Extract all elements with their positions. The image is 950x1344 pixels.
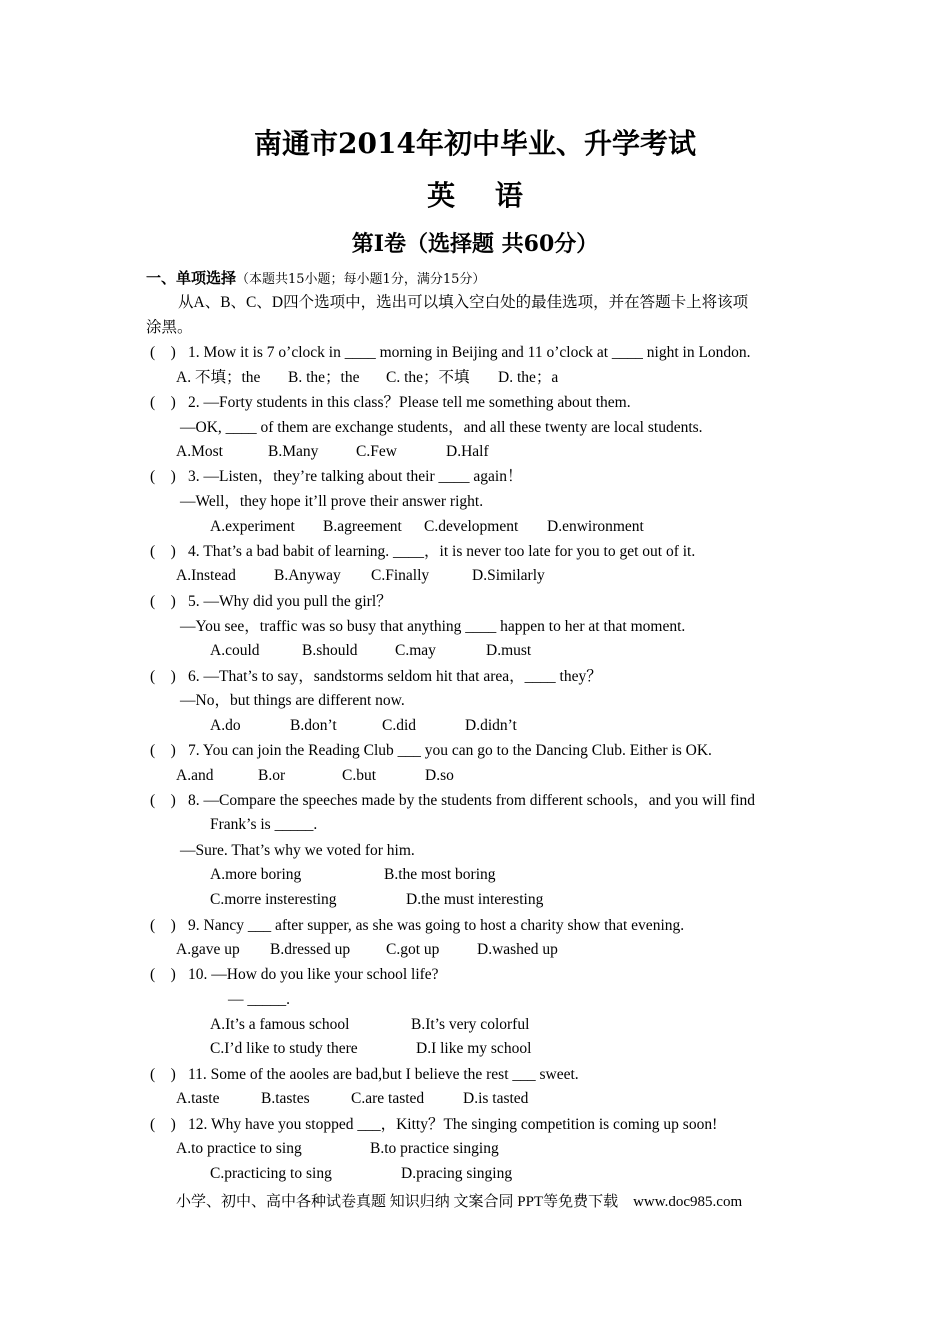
option-b: B.agreement (323, 518, 402, 535)
option-b: B.or (258, 767, 286, 784)
option-d: D.must (486, 642, 532, 659)
options-9 (176, 940, 558, 960)
question-4 (150, 542, 695, 562)
option-a: A.Most (176, 443, 223, 460)
question-12 (150, 1115, 717, 1135)
question-1 (150, 343, 751, 363)
answer-blank: ( ) (150, 1066, 176, 1083)
question-3 (150, 467, 522, 487)
question-text: 2. —Forty students in this class？Please tell me something about them. (188, 394, 631, 411)
question-text: 5. —Why did you pull the girl？ (188, 593, 392, 610)
question-8-cont: Frank’s is _____. (210, 816, 318, 833)
question-5 (150, 592, 392, 612)
answer-blank: ( ) (150, 394, 176, 411)
answer-blank: ( ) (150, 917, 176, 934)
option-c: C.development (424, 518, 519, 535)
section-note: （本题共15小题；每小题1分，满分15分） (236, 272, 486, 287)
option-a: A.and (176, 767, 214, 784)
option-c: C.I’d like to study there (210, 1040, 358, 1057)
option-c: C. the；不填 (386, 369, 470, 386)
option-b: B.tastes (261, 1090, 310, 1107)
question-7 (150, 741, 712, 761)
question-9 (150, 916, 684, 936)
option-a: A.more boring (210, 866, 302, 883)
options-6 (210, 716, 517, 736)
option-b: B.the most boring (384, 866, 496, 883)
answer-blank: ( ) (150, 966, 176, 983)
question-3-reply: —Well，they hope it’ll prove their answer right. (180, 493, 484, 510)
question-6 (150, 667, 602, 687)
question-2-reply: —OK, ____ of them are exchange students，and all these twenty are local students. (180, 419, 703, 436)
question-text: 8. —Compare the speeches made by the students from different schools，and you will find (188, 792, 756, 809)
option-d: D. the；a (498, 369, 559, 386)
question-text: 11. Some of the aooles are bad,but I believe the rest ___ sweet. (188, 1066, 579, 1083)
options-11 (176, 1089, 528, 1109)
question-text: 3. —Listen，they’re talking about their ____ again！ (188, 468, 523, 485)
question-5-reply: —You see，traffic was so busy that anything ____ happen to her at that moment. (180, 618, 686, 635)
option-a: A.experiment (210, 518, 295, 535)
options-8-row1 (210, 865, 496, 885)
question-text: 1. Mow it is 7 o’clock in ____ morning in Beijing and 11 o’clock at ____ night in London. (188, 344, 751, 361)
question-2 (150, 393, 631, 413)
exam-title: 南通市2014年初中毕业、升学考试 (254, 127, 696, 160)
options-12-row1 (176, 1139, 499, 1159)
answer-blank: ( ) (150, 593, 176, 610)
answer-blank: ( ) (150, 344, 176, 361)
option-a: A.do (210, 717, 241, 734)
subject-title: 英 语 (427, 179, 523, 212)
options-2 (176, 442, 489, 462)
option-c: C.but (342, 767, 377, 784)
option-c: C.Few (356, 443, 397, 460)
option-a: A.taste (176, 1090, 220, 1107)
option-b: B.to practice singing (370, 1140, 499, 1157)
section-heading: 一、单项选择 (146, 269, 237, 287)
option-a: A.Instead (176, 567, 236, 584)
option-b: B.Many (268, 443, 319, 460)
options-10-row2 (210, 1039, 531, 1059)
option-d: D.didn’t (465, 717, 517, 734)
option-d: D.enwironment (547, 518, 644, 535)
options-3 (210, 517, 644, 537)
option-a: A. 不填；the (176, 369, 261, 386)
answer-blank: ( ) (150, 1116, 176, 1133)
option-d: D.Half (446, 443, 489, 460)
option-d: D.the must interesting (406, 891, 544, 908)
answer-blank: ( ) (150, 668, 176, 685)
question-11 (150, 1065, 579, 1085)
option-a: A.gave up (176, 941, 240, 958)
option-b: B.Anyway (274, 567, 341, 584)
options-7 (176, 766, 454, 786)
options-12-row2 (210, 1164, 512, 1184)
option-b: B.don’t (290, 717, 337, 734)
option-c: C.may (395, 642, 436, 659)
option-c: C.morre insteresting (210, 891, 337, 908)
answer-blank: ( ) (150, 792, 176, 809)
instruction-line-1: 从A、B、C、D四个选项中，选出可以填入空白处的最佳选项，并在答题卡上将该项 (178, 294, 749, 311)
option-c: C.practicing to sing (210, 1165, 332, 1182)
answer-blank: ( ) (150, 468, 176, 485)
section-heading-line (146, 268, 485, 290)
question-text: 10. —How do you like your school life? (188, 966, 439, 983)
instruction-line-2: 涂黑。 (146, 319, 193, 336)
option-a: A.could (210, 642, 260, 659)
option-d: D.pracing singing (401, 1165, 513, 1182)
option-d: D.I like my school (416, 1040, 532, 1057)
question-10 (150, 965, 439, 985)
option-b: B.should (302, 642, 358, 659)
option-b: B.It’s very colorful (411, 1016, 530, 1033)
question-text: 7. You can join the Reading Club ___ you can go to the Dancing Club. Either is OK. (188, 742, 712, 759)
option-c: C.Finally (371, 567, 430, 584)
options-10-row1 (210, 1015, 529, 1035)
question-text: 6. —That’s to say，sandstorms seldom hit that area，____ they？ (188, 668, 602, 685)
option-a: A.It’s a famous school (210, 1016, 350, 1033)
question-8-reply: —Sure. That’s why we voted for him. (180, 842, 415, 859)
options-1 (176, 368, 558, 388)
option-c: C.got up (386, 941, 440, 958)
options-8-row2 (210, 890, 543, 910)
option-c: C.did (382, 717, 417, 734)
question-6-reply: —No，but things are different now. (180, 692, 405, 709)
question-text: 4. That’s a bad babit of learning. ____，it is never too late for you to get out of it. (188, 543, 696, 560)
question-text: 9. Nancy ___ after supper, as she was going to host a charity show that evening. (188, 917, 685, 934)
option-d: D.is tasted (463, 1090, 529, 1107)
answer-blank: ( ) (150, 742, 176, 759)
page-footer: 小学、初中、高中各种试卷真题 知识归纳 文案合同 PPT等免费下载 www.doc985.com (176, 1194, 743, 1210)
options-4 (176, 566, 545, 586)
option-d: D.Similarly (472, 567, 545, 584)
option-b: B.dressed up (270, 941, 351, 958)
option-a: A.to practice to sing (176, 1140, 302, 1157)
part-title: 第Ⅰ卷（选择题 共60分） (351, 231, 599, 257)
option-b: B. the；the (288, 369, 360, 386)
option-d: D.washed up (477, 941, 558, 958)
question-text: 12. Why have you stopped ___，Kitty？The singing competition is coming up soon! (188, 1116, 718, 1133)
option-d: D.so (425, 767, 454, 784)
options-5 (210, 641, 531, 661)
answer-blank: ( ) (150, 543, 176, 560)
question-8 (150, 791, 755, 811)
question-10-reply: — _____. (228, 991, 290, 1008)
option-c: C.are tasted (351, 1090, 425, 1107)
